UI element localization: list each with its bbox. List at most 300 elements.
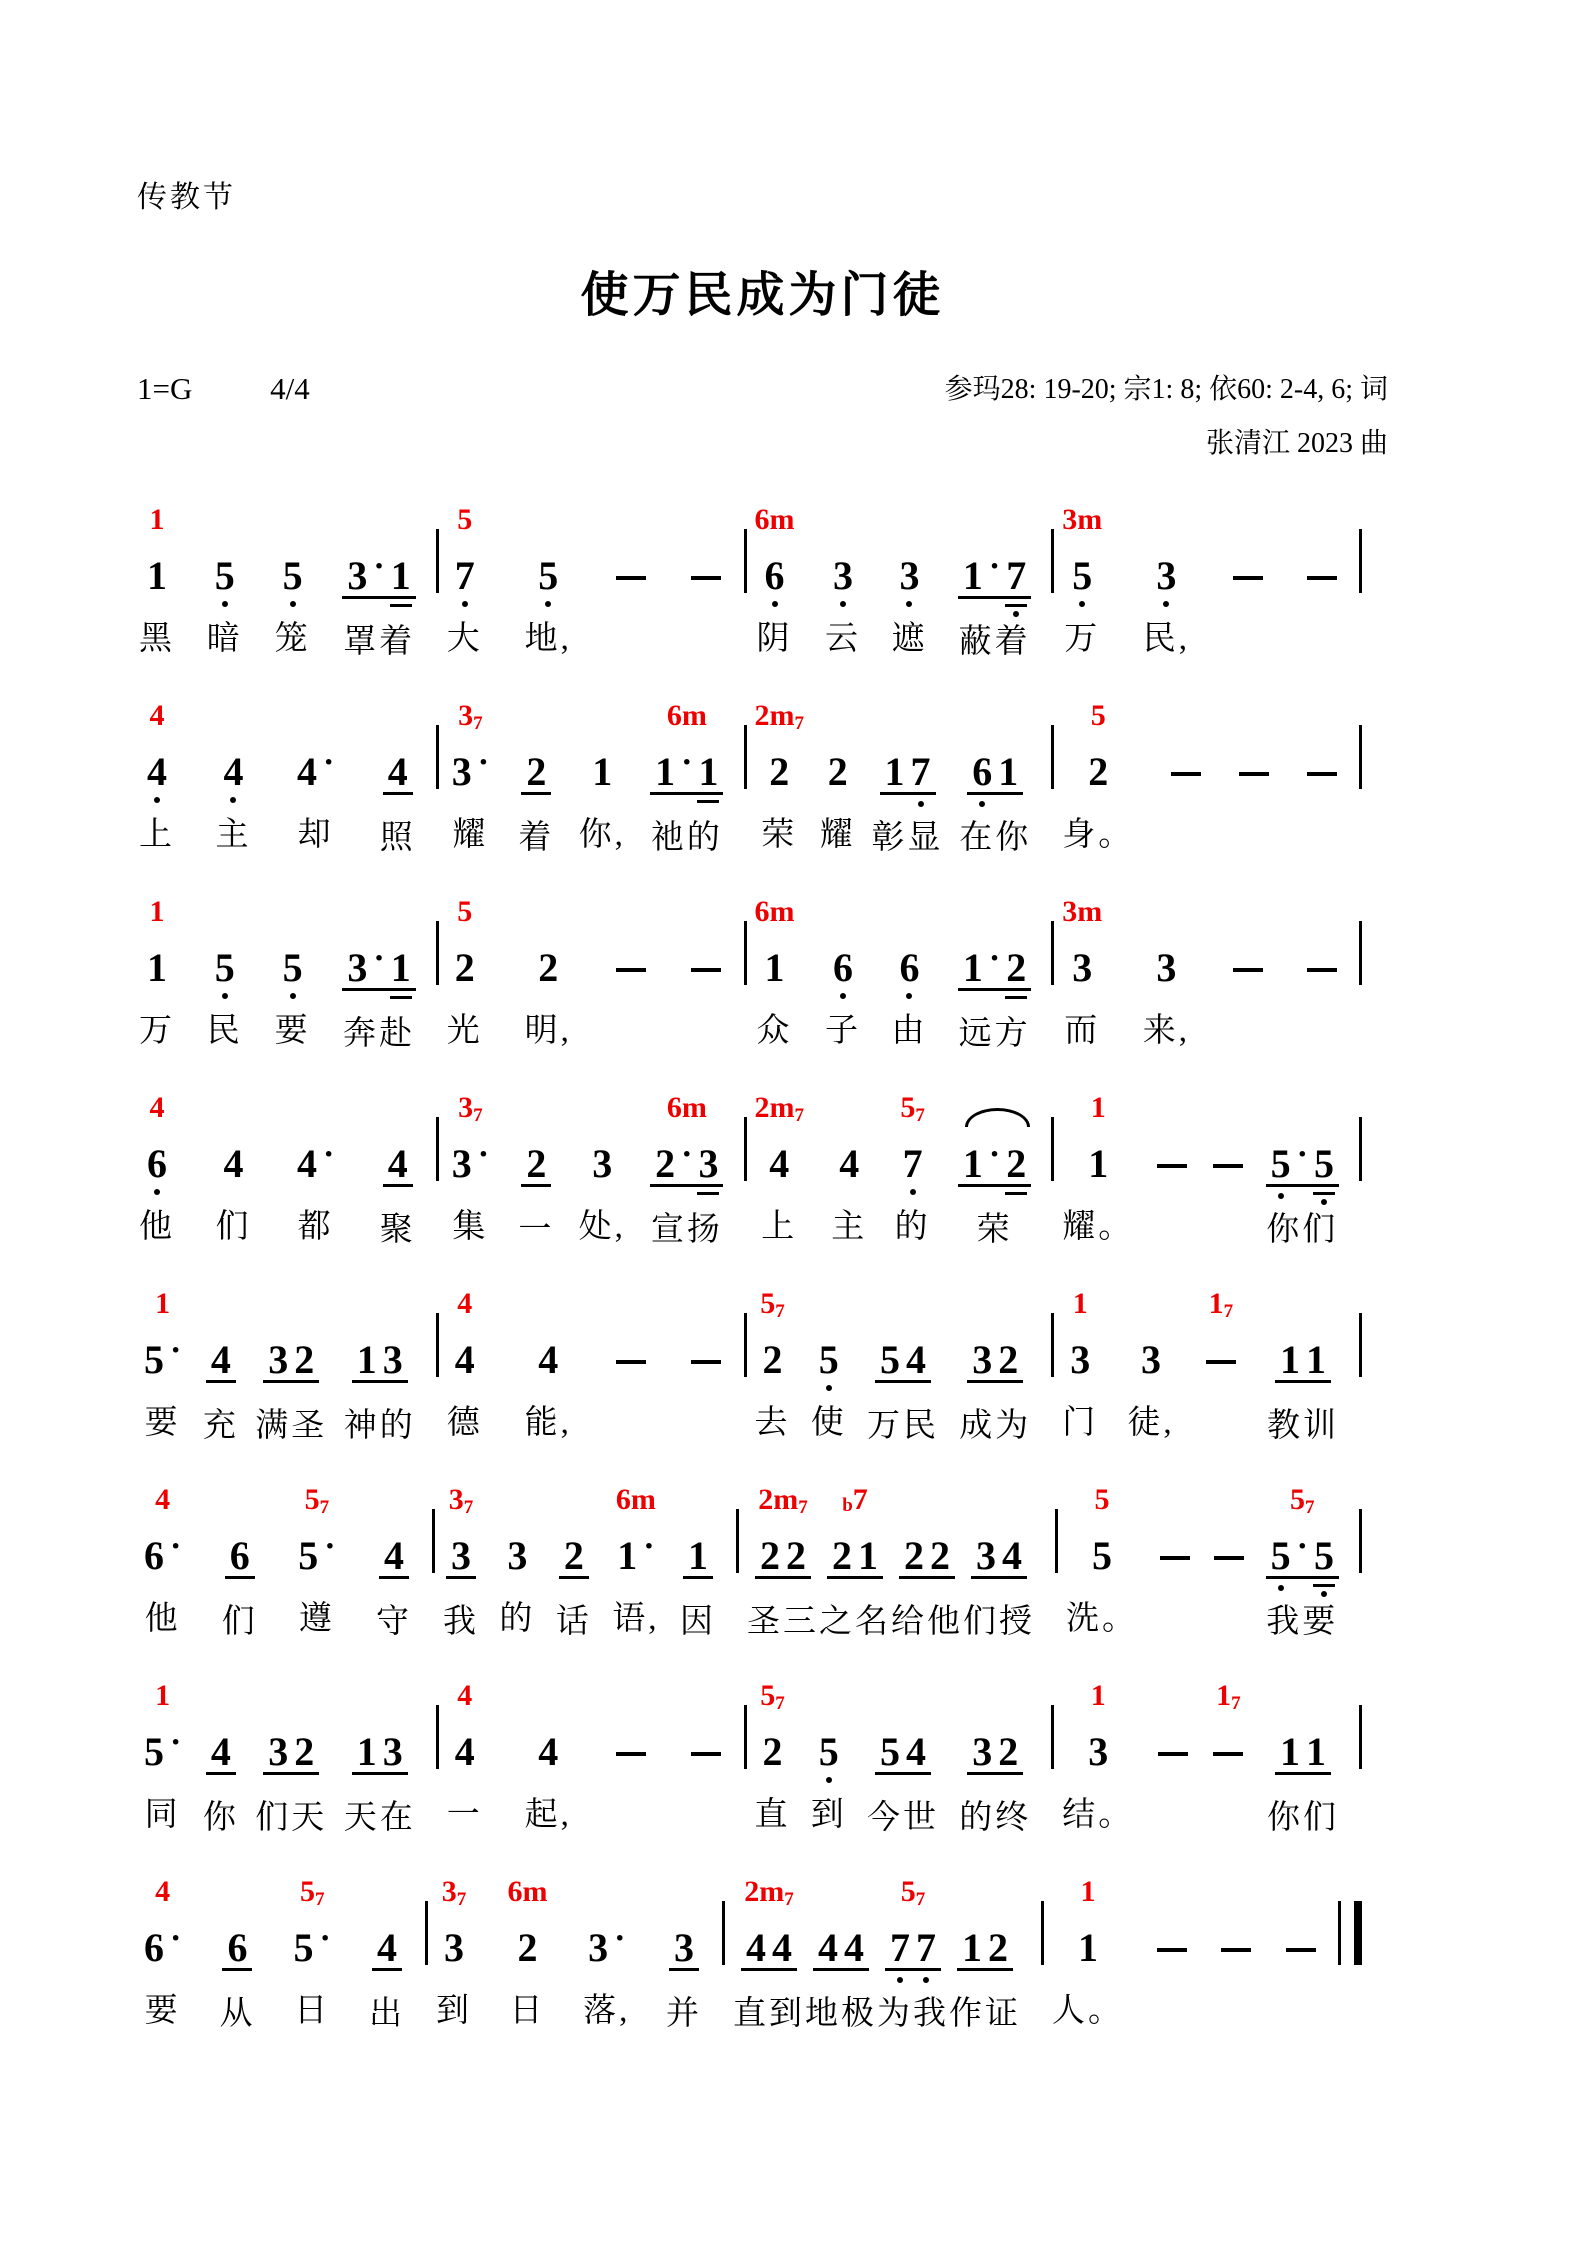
lyric-text: 他 <box>139 1209 175 1245</box>
note: 5 <box>144 1729 164 1774</box>
note: 4 <box>387 1141 408 1186</box>
notes-group <box>650 1128 723 1187</box>
chord-label: 5 $_7$ <box>760 1287 785 1322</box>
notes-group <box>760 540 790 596</box>
measure <box>137 883 436 1052</box>
notes-group <box>828 932 858 988</box>
notes-group <box>814 1716 844 1772</box>
notes-group <box>218 736 248 792</box>
notes-group <box>1083 1716 1113 1772</box>
note-cell <box>255 1275 328 1444</box>
note-cell <box>1062 491 1103 657</box>
note: 7 <box>452 556 478 596</box>
dash-note <box>691 576 721 580</box>
note: 5 <box>280 556 306 596</box>
note: 2 <box>762 1337 783 1382</box>
measure <box>1058 1471 1359 1640</box>
chord-seventh: 7 <box>314 1889 325 1910</box>
rest-dash-cell <box>1219 1863 1253 2026</box>
rest-dash-cell <box>1284 1863 1318 2026</box>
music-system <box>137 1471 1362 1667</box>
lyric-text: 满圣 <box>255 1408 328 1444</box>
notes-group <box>206 1716 236 1775</box>
notes-group <box>139 1716 186 1772</box>
note: 1 <box>1279 1337 1300 1382</box>
note-cell <box>139 1079 175 1245</box>
chord-seventh: 7 <box>915 1889 926 1910</box>
lyric-text: 黑 <box>139 621 175 657</box>
notes-group <box>875 1324 931 1383</box>
dash-note <box>616 1752 646 1756</box>
measure <box>747 1667 1052 1836</box>
lyric-text: 充 <box>202 1408 239 1444</box>
notes-group <box>1305 540 1339 596</box>
note-cell <box>555 1471 592 1640</box>
notes-group <box>139 1324 186 1380</box>
notes-group <box>352 1716 408 1775</box>
note-cell <box>368 1863 405 2032</box>
note-cell <box>139 1275 186 1441</box>
note-cell <box>755 883 795 1049</box>
note: 6 <box>969 752 995 792</box>
note: 2 <box>517 1925 538 1970</box>
chord-label: 3m <box>1062 895 1103 928</box>
notes-group <box>1237 736 1271 792</box>
notes-group <box>1231 540 1265 596</box>
note-cell <box>446 1667 483 1833</box>
time-signature: 4/4 <box>270 371 310 406</box>
note: 4 <box>384 1533 404 1578</box>
rest-dash-cell <box>689 1275 723 1438</box>
note-cell <box>1062 687 1135 853</box>
notes-group <box>559 1520 589 1579</box>
music-system <box>137 1079 1362 1275</box>
notes-group <box>292 736 339 792</box>
chord-seventh: 7 <box>784 1889 794 1910</box>
chord-label: 1 <box>1080 1875 1096 1908</box>
notes-group <box>372 1912 402 1971</box>
measure <box>439 687 744 856</box>
dash-note <box>691 1360 721 1364</box>
note-cell <box>524 883 572 1049</box>
note: 2 <box>1088 749 1109 794</box>
measure <box>439 1275 744 1441</box>
note: 4 <box>144 752 170 792</box>
note: 1 <box>356 1337 377 1382</box>
note-cell <box>446 1275 483 1441</box>
lyric-text: 上 <box>761 1209 798 1245</box>
lyric-text: 遮 <box>891 621 928 657</box>
notes-group <box>689 1716 723 1772</box>
barline <box>1359 921 1362 985</box>
note-cell <box>891 491 927 657</box>
note-cell <box>518 1079 555 1248</box>
note: 3 <box>1088 1729 1109 1774</box>
note: 3 <box>695 1144 721 1184</box>
note-cell <box>499 1471 535 1637</box>
lyric-text: 耀 <box>452 817 489 853</box>
aug-dot: · <box>643 1528 655 1565</box>
notes-group <box>1155 1912 1189 1968</box>
lyric-text: 教训 <box>1266 1408 1339 1444</box>
note: 2 <box>538 945 559 990</box>
note: 5 <box>1092 1533 1112 1578</box>
lyric-text: 德 <box>446 1405 483 1441</box>
lyric-text: 徒, <box>1127 1405 1175 1441</box>
note-cell <box>891 883 927 1049</box>
note: 2 <box>930 1533 950 1578</box>
note-cell <box>446 883 483 1049</box>
note: 2 <box>1003 1144 1029 1184</box>
chord-label: 1 <box>1090 1679 1106 1712</box>
dash-note <box>1213 1164 1243 1168</box>
rest-dash-cell <box>1211 1667 1245 1833</box>
note-cell <box>867 1667 939 1836</box>
note-cell <box>612 1471 659 1637</box>
notes-group <box>533 1324 563 1380</box>
chord-label: b 7 <box>842 1483 868 1516</box>
music-systems <box>137 491 1362 2059</box>
note: 5 <box>298 1533 319 1578</box>
note-cell <box>221 1471 258 1640</box>
lyric-text: 耀 <box>819 817 856 853</box>
measure <box>137 1667 436 1836</box>
dash-note <box>1286 1948 1316 1952</box>
note: 4 <box>210 1729 231 1774</box>
notes-group <box>814 1324 844 1380</box>
note-cell <box>1062 1079 1134 1245</box>
note: 3 <box>347 553 368 598</box>
note: 1 <box>617 1533 638 1578</box>
lyric-text: 荣 <box>976 1212 1013 1248</box>
note: 3 <box>972 1729 993 1774</box>
note-cell <box>342 491 416 660</box>
key-signature: 1=G <box>137 371 193 406</box>
note-cell <box>959 1667 1032 1836</box>
note-cell <box>524 1275 572 1441</box>
lyric-text: 万 <box>139 1013 175 1049</box>
note: 5 <box>816 1340 842 1380</box>
lyric-text: 由 <box>891 1013 928 1049</box>
notes-group <box>834 1128 864 1184</box>
note-cell <box>293 1471 340 1637</box>
notes-group <box>521 1128 551 1187</box>
notes-group <box>1151 540 1181 596</box>
note-cell <box>343 1275 416 1444</box>
notes-group <box>292 1128 339 1184</box>
note: 3 <box>972 1337 993 1382</box>
note: 5 <box>1311 1144 1337 1184</box>
note-cell <box>583 1863 630 2029</box>
note-cell <box>679 1471 716 1640</box>
notes-group <box>1212 1520 1246 1576</box>
feast-label: 传教节 <box>137 181 236 214</box>
measure <box>137 1863 425 2032</box>
note-cell <box>436 1863 472 2029</box>
note: 3 <box>268 1729 289 1774</box>
chord-seventh: 7 <box>798 1497 808 1518</box>
rest-dash-cell <box>1155 1863 1189 2026</box>
rest-dash-cell <box>614 1275 648 1438</box>
note-cell <box>891 1471 963 1640</box>
notes-group <box>971 1520 1027 1579</box>
note: 4 <box>772 1925 792 1970</box>
lyric-text: 话 <box>555 1604 592 1640</box>
lyric-text: 为我 <box>877 1996 949 2032</box>
note: 3 <box>1070 1337 1091 1382</box>
lyric-text: 天在 <box>343 1800 416 1836</box>
notes-group <box>533 1716 563 1772</box>
lyric-text: 着 <box>518 820 555 856</box>
note: 5 <box>880 1729 900 1774</box>
notes-group <box>533 932 563 988</box>
note-cell <box>1052 1863 1124 2029</box>
note-cell <box>579 1079 626 1245</box>
note: 3 <box>451 1533 471 1578</box>
notes-group <box>614 1716 648 1772</box>
barline <box>1359 1313 1362 1377</box>
notes-group <box>502 1520 532 1576</box>
note-cell <box>1142 491 1190 657</box>
chord-label: 6m <box>754 895 795 928</box>
lyric-text: 们授 <box>963 1604 1035 1640</box>
lyric-text: 笼 <box>274 621 311 657</box>
note-cell <box>665 1863 702 2032</box>
lyric-text: 洗。 <box>1066 1601 1138 1637</box>
barline <box>1359 1509 1362 1573</box>
lyric-text: 人。 <box>1052 1993 1124 2029</box>
notes-group <box>447 1128 494 1184</box>
chord-label: 1 <box>155 1679 171 1712</box>
chord-seventh: 7 <box>473 1105 483 1126</box>
notes-group <box>1083 736 1113 792</box>
lyric-text: 主 <box>831 1209 868 1245</box>
notes-group <box>450 1716 480 1772</box>
note: 2 <box>832 1533 852 1578</box>
rest-dash-cell <box>614 491 648 654</box>
note-cell <box>867 1275 939 1444</box>
lyric-text: 远方 <box>958 1016 1031 1052</box>
chord-label: 6m <box>754 503 795 536</box>
note-cell <box>805 1863 877 2032</box>
lyric-text: 一 <box>518 1212 555 1248</box>
rest-dash-cell <box>1212 1471 1246 1637</box>
notes-group <box>689 1324 723 1380</box>
lyric-text: 民 <box>206 1013 243 1049</box>
notes-group <box>1275 1716 1331 1775</box>
note-cell <box>825 883 861 1049</box>
chord-seventh: 7 <box>456 1889 467 1910</box>
lyric-text: 万 <box>1064 621 1101 657</box>
meta-row <box>137 367 1388 407</box>
notes-group <box>1231 932 1265 988</box>
dash-note <box>1239 772 1269 776</box>
lyric-text: 们天 <box>255 1800 328 1836</box>
note-cell <box>207 883 243 1049</box>
note: 6 <box>227 1925 248 1970</box>
note-cell <box>1062 1667 1134 1833</box>
note: 6 <box>144 1533 164 1578</box>
notes-group <box>383 1128 413 1187</box>
note: 4 <box>1002 1533 1022 1578</box>
lyric-text: 而 <box>1064 1013 1101 1049</box>
note: 7 <box>908 752 934 792</box>
aug-dot: · <box>1296 1136 1308 1173</box>
lyric-text: 一 <box>446 1797 483 1833</box>
measure <box>439 1079 744 1248</box>
notes-group <box>1073 1912 1103 1968</box>
notes-group <box>828 540 858 596</box>
music-system <box>137 1863 1362 2059</box>
aug-dot: · <box>988 1136 1001 1173</box>
lyric-text: 从 <box>219 1996 256 2032</box>
notes-group <box>689 932 723 988</box>
measure <box>747 687 1052 856</box>
rest-dash-cell <box>1204 1275 1238 1441</box>
note-cell <box>958 1079 1031 1248</box>
lyric-text: 今世 <box>867 1800 939 1836</box>
lyric-text: 荣 <box>761 817 798 853</box>
note: 2 <box>294 1337 315 1382</box>
chord-seventh: 7 <box>473 713 483 734</box>
notes-group <box>1087 1520 1117 1576</box>
dash-note <box>1307 576 1337 580</box>
chord-label: 5 $_7$ <box>1290 1483 1315 1518</box>
measure <box>1054 1275 1359 1444</box>
notes-group <box>142 540 172 596</box>
note: 2 <box>988 1925 1008 1970</box>
note-cell <box>1266 1471 1339 1640</box>
chord-label: 3 $_7$ <box>458 1091 483 1126</box>
dash-note <box>616 968 646 972</box>
note-cell <box>963 1471 1035 1640</box>
aug-dot: · <box>1296 1528 1308 1565</box>
notes-group <box>450 1324 480 1380</box>
notes-group <box>210 932 240 988</box>
dash-note <box>1233 968 1263 972</box>
lyric-text: 宣扬 <box>650 1212 723 1248</box>
note: 3 <box>592 1141 613 1186</box>
chord-label: 3 $_7$ <box>441 1875 467 1910</box>
note: 2 <box>827 749 848 794</box>
note: 1 <box>764 945 785 990</box>
notes-group <box>1305 932 1339 988</box>
note: 2 <box>563 1533 584 1578</box>
note: 4 <box>210 1337 231 1382</box>
notes-group <box>967 1716 1023 1775</box>
note: 2 <box>904 1533 924 1578</box>
notes-group <box>206 1324 236 1383</box>
chord-label: 3m <box>1062 503 1103 536</box>
note-cell <box>219 1863 256 2032</box>
notes-group <box>278 932 308 988</box>
lyric-text: 去 <box>754 1405 791 1441</box>
barline <box>1359 1705 1362 1769</box>
note: 4 <box>454 1729 475 1774</box>
rest-dash-cell <box>1305 883 1339 1046</box>
note-cell <box>747 1471 819 1640</box>
note-cell <box>1127 1275 1174 1441</box>
notes-group <box>764 1128 794 1184</box>
note: 3 <box>588 1925 609 1970</box>
aug-dot: · <box>988 940 1001 977</box>
note: 2 <box>998 1337 1019 1382</box>
note: 1 <box>1305 1729 1326 1774</box>
lyric-text: 身。 <box>1062 817 1135 853</box>
composer-credit: 张清江 2023 曲 <box>1205 428 1388 459</box>
aug-dot: · <box>170 1528 182 1565</box>
chord-label: 5 $_7$ <box>304 1483 330 1518</box>
notes-group <box>885 1912 941 1971</box>
note: 3 <box>451 1141 472 1186</box>
notes-group <box>278 540 308 596</box>
chord-seventh: 7 <box>1305 1497 1315 1518</box>
chord-label: 5 $_7$ <box>760 1679 785 1714</box>
chord-seventh: 7 <box>794 1105 804 1126</box>
notes-group <box>1275 1324 1331 1383</box>
notes-group <box>142 736 172 792</box>
aug-dot: · <box>322 744 335 781</box>
notes-group <box>1211 1716 1245 1772</box>
dash-note <box>616 1360 646 1364</box>
note: 5 <box>293 1925 314 1970</box>
measure <box>439 883 744 1049</box>
notes-group <box>1211 1128 1245 1184</box>
lyric-text: 却 <box>297 817 334 853</box>
rest-dash-cell <box>1305 687 1339 850</box>
note: 6 <box>144 1925 164 1970</box>
rest-dash-cell <box>689 1667 723 1830</box>
notes-group <box>958 932 1031 991</box>
lyric-text: 起, <box>524 1797 572 1833</box>
notes-group <box>450 540 480 596</box>
note: 3 <box>451 749 472 794</box>
lyric-text: 你, <box>578 817 626 853</box>
note-cell <box>207 491 243 657</box>
note-cell <box>877 1863 949 2032</box>
note: 3 <box>1156 945 1177 990</box>
measure <box>1054 1079 1359 1248</box>
dash-note <box>1221 1948 1251 1952</box>
note-cell <box>755 1667 791 1833</box>
notes-group <box>1083 1128 1113 1184</box>
lyric-text: 祂的 <box>650 820 723 856</box>
chord-seventh: 7 <box>915 1105 925 1126</box>
rest-dash-cell <box>1237 687 1271 850</box>
aug-dot: · <box>170 1920 182 1957</box>
note: 1 <box>962 945 983 990</box>
note: 5 <box>212 556 238 596</box>
note-cell <box>819 1471 891 1640</box>
chord-label: 4 <box>149 699 165 732</box>
note-cell <box>202 1667 239 1836</box>
note: 6 <box>144 1144 170 1184</box>
notes-group <box>650 736 723 795</box>
notes-group <box>513 1912 543 1968</box>
notes-group <box>587 1128 617 1184</box>
measure <box>439 491 744 657</box>
lyric-text: 集 <box>452 1209 489 1245</box>
note-cell <box>524 491 572 657</box>
note-cell <box>958 491 1031 660</box>
barline <box>1359 1117 1362 1181</box>
notes-group <box>894 540 924 596</box>
lyric-text: 地, <box>524 621 572 657</box>
note-cell <box>895 1079 931 1245</box>
aug-dot: · <box>373 548 385 585</box>
notes-group <box>1067 932 1097 988</box>
aug-dot: · <box>614 1920 626 1957</box>
